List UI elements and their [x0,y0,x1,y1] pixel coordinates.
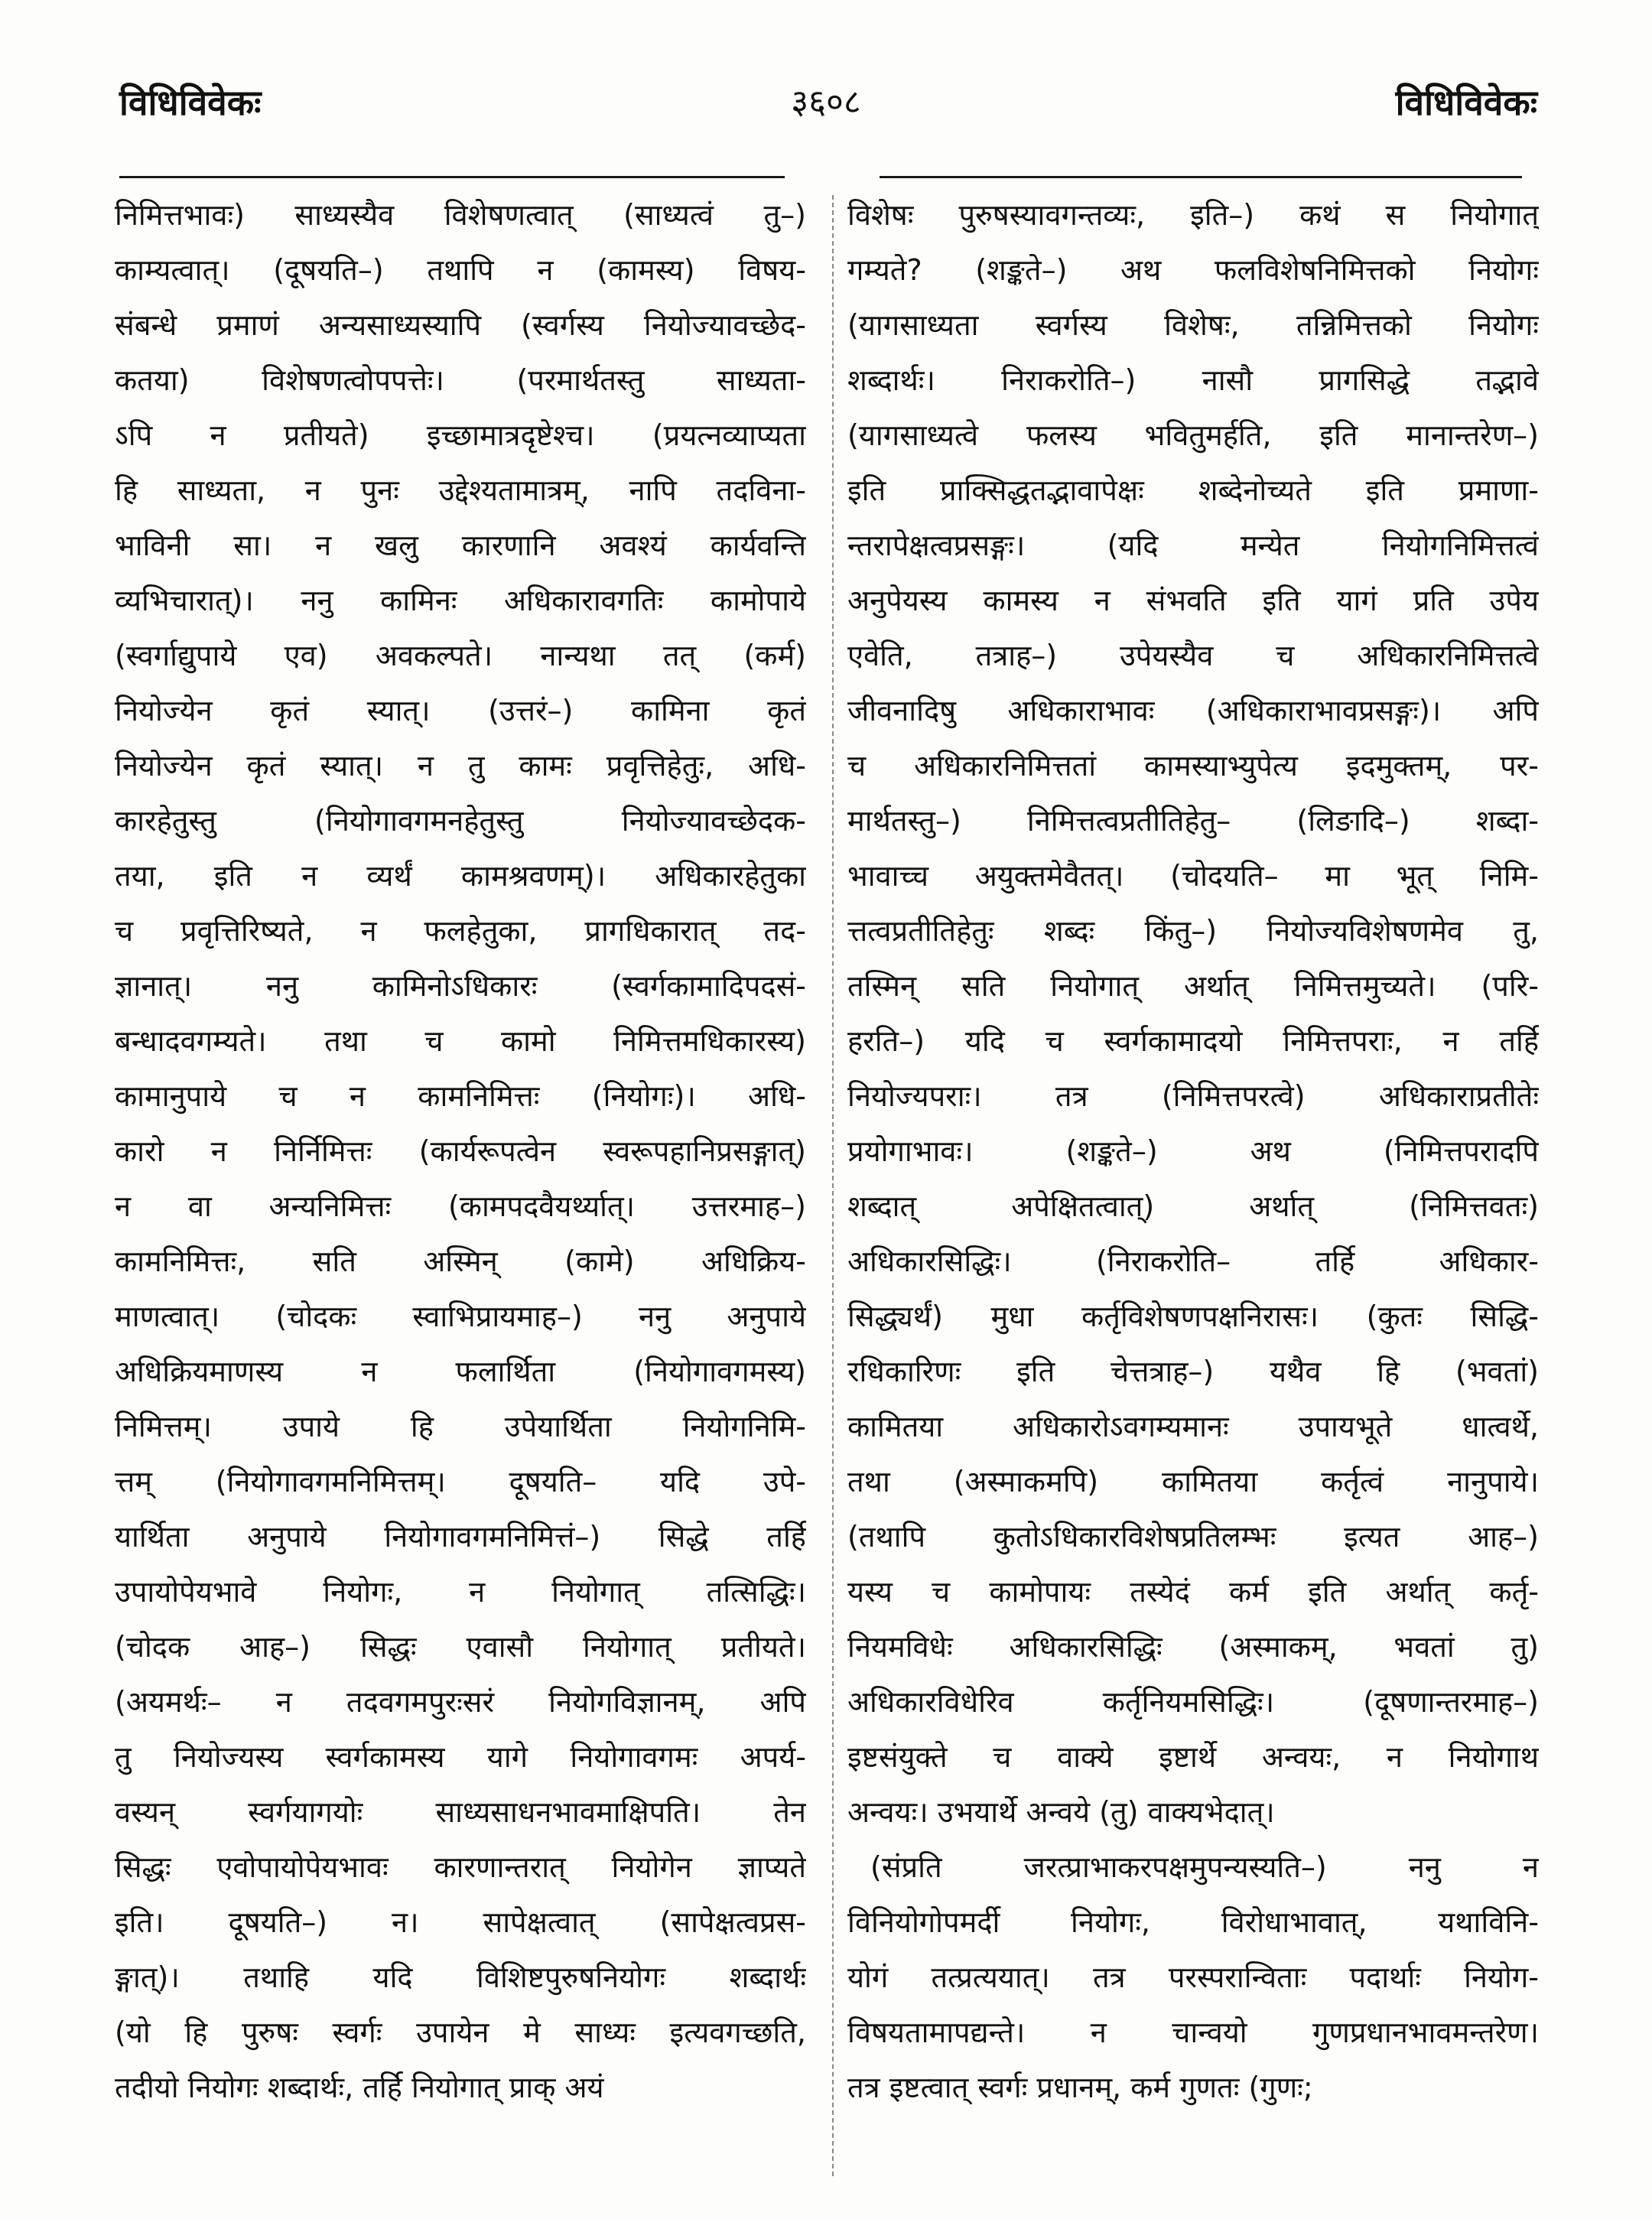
text-line: बन्धादवगम्यते। तथा च कामो निमित्तमधिकारस्य) [115,1024,806,1058]
text-line: रधिकारिणः इति चेत्तत्राह–) यथैव हि (भवतां) [847,1355,1539,1388]
column-divider [832,195,834,2176]
text-line: सिद्ध्यर्थं) मुधा कर्तृविशेषणपक्षनिरासः। (कुतः सिद्धि- [847,1300,1539,1333]
text-line: तत्र इष्टत्वात् स्वर्गः प्रधानम्, कर्म गुणतः (गुणः; [847,2071,1313,2104]
text-line: त्तत्वप्रतीतिहेतुः शब्दः किंतु–) नियोज्यविशेषणमेव तु, [847,914,1539,948]
text-line: कामितया अधिकारोऽवगम्यमानः उपायभूते धात्वर्थे, [847,1410,1539,1443]
text-line: नियमविधेः अधिकारसिद्धिः (अस्माकम्, भवतां तु) [847,1630,1539,1664]
text-line: च प्रवृत्तिरिष्यते, न फलहेतुका, प्रागधिकारात् तद- [115,914,806,948]
text-line: व्यभिचारात्)। ननु कामिनः अधिकारावगतिः कामोपाये [115,584,806,617]
text-line: गम्यते? (शङ्कते–) अथ फलविशेषनिमित्तको नियोगः [847,253,1539,287]
text-line: यस्य च कामोपायः तस्येदं कर्म इति अर्थात् कर्तृ- [847,1575,1539,1609]
text-line: तस्मिन् सति नियोगात् अर्थात् निमित्तमुच्यते। (परि- [847,969,1539,1003]
text-line: (अयमर्थः– न तदवगमपुरःसरं नियोगविज्ञानम्, अपि [115,1685,806,1719]
text-line: ज्ञानात्। ननु कामिनोऽधिकारः (स्वर्गकामादिपदसं- [115,969,806,1003]
text-line: तया, इति न व्यर्थं कामश्रवणम्)। अधिकारहेतुका [115,859,806,893]
text-line: अन्वयः। उभयार्थे अन्वये (तु) वाक्यभेदात्। [847,1795,1275,1829]
text-line: न वा अन्यनिमित्तः (कामपदवैयर्थ्यात्। उत्तरमाह–) [115,1189,806,1223]
text-line: काम्यत्वात्। (दूषयति–) तथापि न (कामस्य) विषय- [115,253,806,287]
text-line: इष्टसंयुक्ते च वाक्ये इष्टार्थे अन्वयः, न नियोगाथ [847,1740,1539,1774]
text-line: अनुपेयस्य कामस्य न संभवति इति यागं प्रति उपेय [847,584,1539,617]
running-title-right: विधिविवेकः [1395,82,1537,123]
text-line: (संप्रति जरत्प्राभाकरपक्षमुपन्यस्यति–) ननु न [870,1850,1539,1884]
text-line: तदीयो नियोगः शब्दार्थः, तर्हि नियोगात् प्राक् अयं [115,2071,604,2104]
text-line: कामनिमित्तः, सति अस्मिन् (कामे) अधिक्रिय- [115,1245,806,1278]
text-line: अधिक्रियमाणस्य न फलार्थिता (नियोगावगमस्य) [115,1355,806,1388]
text-line: हि साध्यता, न पुनः उद्देश्यतामात्रम्, नापि तदविना- [115,473,806,507]
text-line: कारहेतुस्तु (नियोगावगमनहेतुस्तु नियोज्यावच्छेदक- [115,804,806,838]
text-line: कतया) विशेषणत्वोपपत्तेः। (परमार्थतस्तु साध्यता- [115,363,806,397]
text-line: अधिकारविधेरिव कर्तृनियमसिद्धिः। (दूषणान्तरमाह–) [847,1685,1539,1719]
text-line: (यागसाध्यत्वे फलस्य भवितुमर्हति, इति मानान्तरेण–) [847,418,1539,452]
text-line: योगं तत्प्रत्ययात्। तत्र परस्परान्विताः पदार्थाः नियोग- [847,1960,1539,1994]
text-line: शब्दात् अपेक्षितत्वात्) अर्थात् (निमित्तवतः) [847,1189,1539,1223]
text-line: हरति–) यदि च स्वर्गकामादयो निमित्तपराः, न तर्हि [847,1024,1539,1058]
text-line: माणत्वात्। (चोदकः स्वाभिप्रायमाह–) ननु अनुपाये [115,1300,806,1333]
text-line: ऽपि न प्रतीयते) इच्छामात्रदृष्टेश्च। (प्रयत्नव्याप्यता [115,418,806,452]
text-line: (यो हि पुरुषः स्वर्गः उपायेन मे साध्यः इत्यवगच्छति, [115,2016,806,2049]
text-line: ङ्गात्)। तथाहि यदि विशिष्टपुरुषनियोगः शब्दार्थः [115,1960,806,1994]
running-title-left: विधिविवेकः [119,82,262,123]
text-line: जीवनादिषु अधिकाराभावः (अधिकाराभावप्रसङ्गः)। अपि [847,694,1539,727]
text-line: प्रयोगाभावः। (शङ्कते–) अथ (निमित्तपरादपि [847,1134,1539,1168]
text-line: कारो न निर्निमित्तः (कार्यरूपत्वेन स्वरूपहानिप्रसङ्गात्) [115,1134,806,1168]
text-line: च अधिकारनिमित्ततां कामस्याभ्युपेत्य इदमुक्तम्, पर- [847,749,1539,783]
header-rule-right [880,176,1522,178]
text-line: संबन्धे प्रमाणं अन्यसाध्यस्यापि (स्वर्गस्य नियोज्यावच्छेद- [115,308,806,342]
text-line: (तथापि कुतोऽधिकारविशेषप्रतिलम्भः इत्यत आह–) [847,1520,1539,1554]
text-line: विषयतामापद्यन्ते। न चान्वयो गुणप्रधानभावमन्तरेण। [847,2016,1539,2049]
text-line: उपायोपेयभावे नियोगः, न नियोगात् तत्सिद्धिः। [115,1575,806,1609]
text-line: शब्दार्थः। निराकरोति–) नासौ प्रागसिद्धे तद्भावे [847,363,1539,397]
text-line: भाविनी सा। न खलु कारणानि अवश्यं कार्यवन्ति [115,529,806,562]
right-text-column [847,187,1539,2115]
text-line: (चोदक आह–) सिद्धः एवासौ नियोगात् प्रतीयते। [115,1630,806,1664]
text-line: न्तरापेक्षत्वप्रसङ्गः। (यदि मन्येत नियोगनिमित्तत्वं [847,529,1539,562]
text-line: निमित्तभावः) साध्यस्यैव विशेषणत्वात् (साध्यत्वं तु–) [115,198,806,232]
left-text-column [115,187,806,2115]
text-line: यार्थिता अनुपाये नियोगावगमनिमित्तं–) सिद्धे तर्हि [115,1520,806,1554]
text-line: (स्वर्गाद्युपाये एव) अवकल्पते। नान्यथा तत् (कर्म) [115,639,806,672]
text-line: विनियोगोपमर्दी नियोगः, विरोधाभावात्, यथाविनि- [847,1905,1539,1939]
text-line: इति प्राक्सिद्धतद्भावापेक्षः शब्देनोच्यते इति प्रमाणा- [847,473,1539,507]
text-line: कामानुपाये च न कामनिमित्तः (नियोगः)। अधि- [115,1079,806,1113]
text-line: इति। दूषयति–) न। सापेक्षत्वात् (सापेक्षत्वप्रस- [115,1905,806,1939]
text-line: विशेषः पुरुषस्यावगन्तव्यः, इति–) कथं स नियोगात् [847,198,1539,232]
text-line: वस्यन् स्वर्गयागयोः साध्यसाधनभावमाक्षिपति। तेन [115,1795,806,1829]
text-line: (यागसाध्यता स्वर्गस्य विशेषः, तन्निमित्तको नियोगः [847,308,1539,342]
text-line: त्तम् (नियोगावगमनिमित्तम्। दूषयति– यदि उपे- [115,1465,806,1498]
text-line: सिद्धः एवोपायोपेयभावः कारणान्तरात् नियोगेन ज्ञाप्यते [115,1850,806,1884]
text-line: तु नियोज्यस्य स्वर्गकामस्य यागे नियोगावगमः अपर्य- [115,1740,806,1774]
text-line: तथा (अस्माकमपि) कामितया कर्तृत्वं नानुपाये। [847,1465,1539,1498]
text-line: नियोज्येन कृतं स्यात्। न तु कामः प्रवृत्तिहेतुः, अधि- [115,749,806,783]
text-line: भावाच्च अयुक्तमेवैतत्। (चोदयति– मा भूत् निमि- [847,859,1539,893]
text-line: नियोज्यपराः। तत्र (निमित्तपरत्वे) अधिकाराप्रतीतेः [847,1079,1539,1113]
page-number: ३६०८ [791,83,861,122]
text-line: मार्थतस्तु–) निमित्तत्वप्रतीतिहेतु– (लिङादि–) शब्दा- [847,804,1539,838]
header-rule-left [119,176,785,178]
text-line: एवेति, तत्राह–) उपेयस्यैव च अधिकारनिमित्तत्वे [847,639,1539,672]
text-line: अधिकारसिद्धिः। (निराकरोति– तर्हि अधिकार- [847,1245,1539,1278]
text-line: निमित्तम्। उपाये हि उपेयार्थिता नियोगनिमि- [115,1410,806,1443]
text-line: नियोज्येन कृतं स्यात्। (उत्तरं–) कामिना कृतं [115,694,806,727]
